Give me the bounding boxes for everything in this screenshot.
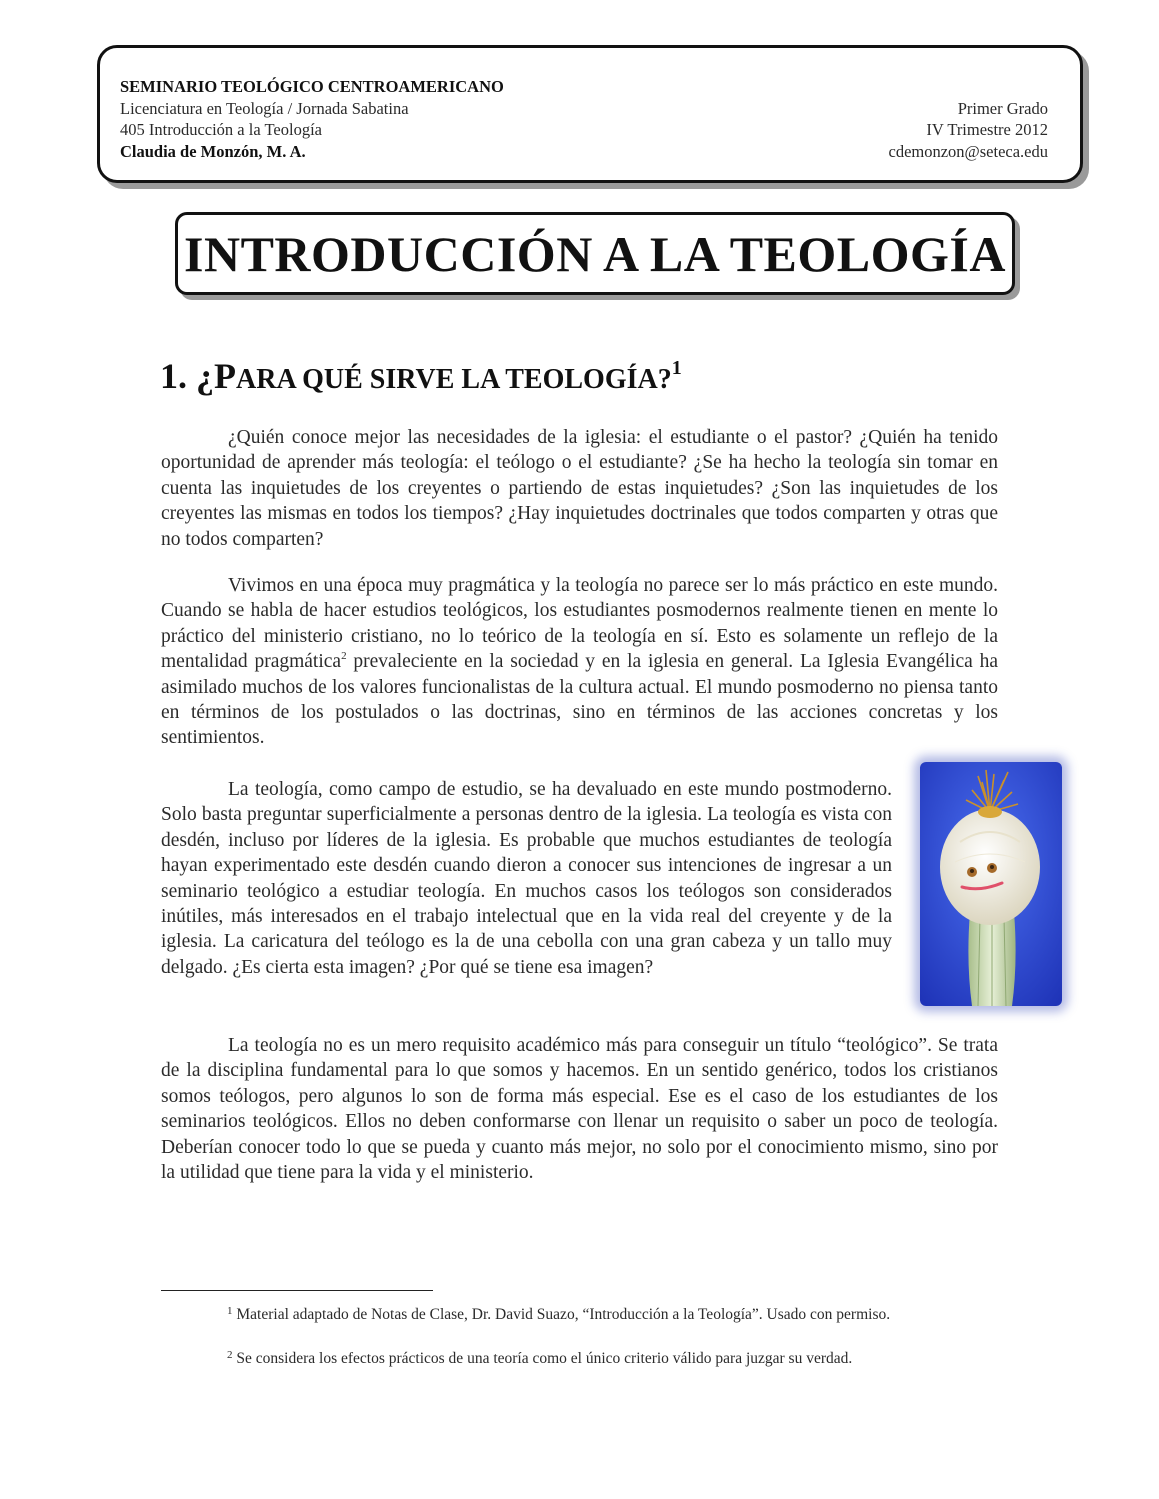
section-cap-letter: P bbox=[214, 356, 236, 396]
course-name: 405 Introducción a la Teología bbox=[120, 120, 322, 139]
institution-name: SEMINARIO TEOLÓGICO CENTROAMERICANO bbox=[120, 77, 504, 96]
footnote-ref-1: 1 bbox=[671, 357, 682, 379]
footnote-2 bbox=[161, 1345, 998, 1369]
onion-caricature-image bbox=[920, 762, 1062, 1006]
course-header-box bbox=[97, 45, 1083, 183]
title-box bbox=[175, 212, 1015, 295]
footnote-1-text: Material adaptado de Notas de Clase, Dr. David Suazo, “Introducción a la Teología”. Usado con permiso. bbox=[232, 1306, 891, 1323]
footnote-ref-2: 2 bbox=[341, 650, 347, 663]
section-heading bbox=[160, 355, 682, 397]
footnote-1-number: 1 bbox=[227, 1305, 233, 1317]
paragraph-2-part-a: Vivimos en una época muy pragmática y la teología no parece ser lo más práctico en este mundo. Cuando se habla de hacer estudios teológicos, los estudiantes posmodernos realmente tienen en mente lo práctico del ministerio cristiano, no lo teórico de la teología en sí. Esto es solamente un reflejo de la mentalidad pragmática bbox=[161, 575, 998, 673]
grade-label: Primer Grado bbox=[957, 99, 1048, 118]
footnote-separator bbox=[161, 1290, 433, 1291]
program-name: Licenciatura en Teología / Jornada Sabatina bbox=[120, 99, 409, 118]
footnote-1 bbox=[161, 1301, 998, 1325]
footnote-2-text: Se considera los efectos prácticos de una teoría como el único criterio válido para juzgar su verdad. bbox=[232, 1350, 853, 1367]
section-number: 1. bbox=[160, 356, 187, 396]
paragraph-4: La teología no es un mero requisito académico más para conseguir un título “teológico”. Se trata de la disciplina fundamental para lo que somos y hacemos. En un sentido genérico, todos los cristianos somos teólogos, pero algunos lo son de forma más especial. Ese es el caso de los estudiantes de los seminarios teológicos. Ellos no deben conformarse con llenar un requisito o saber un poco de teología. Deberían conocer todo lo que se pueda y cuanto más mejor, no solo por el conocimiento mismo, sino por la utilidad que tiene para la vida y el ministerio. bbox=[161, 1035, 998, 1184]
term-label: IV Trimestre 2012 bbox=[926, 120, 1048, 139]
page-title: INTRODUCCIÓN A LA TEOLOGÍA bbox=[184, 225, 1006, 282]
section-open-mark: ¿ bbox=[196, 356, 214, 396]
instructor-email: cdemonzon@seteca.edu bbox=[888, 142, 1048, 161]
instructor-name: Claudia de Monzón, M. A. bbox=[120, 142, 306, 161]
footnote-2-number: 2 bbox=[227, 1349, 233, 1361]
paragraph-2 bbox=[161, 573, 998, 751]
section-title-rest: ARA QUÉ SIRVE LA TEOLOGÍA? bbox=[236, 364, 672, 395]
paragraph-3: La teología, como campo de estudio, se ha devaluado en este mundo postmoderno. Solo basta preguntar superficialmente a personas dentro de la iglesia. La teología es vista con desdén, incluso por líderes de la iglesia. Es probable que muchos estudiantes de teología hayan experimentado este desdén cuando dieron a conocer sus intenciones de ingresar a un seminario teológico a estudiar teología. En muchos casos los teólogos son considerados inútiles, más interesados en el trabajo intelectual que en la vida real del creyente y de la iglesia. La caricatura del teólogo es la de una cebolla con una gran cabeza y un tallo muy delgado. ¿Es cierta esta imagen? ¿Por qué se tiene esa imagen? bbox=[161, 779, 892, 978]
paragraph-2-part-b: prevaleciente en la sociedad y en la iglesia en general. La Iglesia Evangélica ha asimilado muchos de los valores funcionalistas de la cultura actual. El mundo posmoderno no piensa tanto en términos de los postulados o las doctrinas, sino en términos de las acciones concretas y los sentimientos. bbox=[161, 651, 998, 749]
paragraph-1: ¿Quién conoce mejor las necesidades de la iglesia: el estudiante o el pastor? ¿Quién ha tenido oportunidad de aprender más teología: el teólogo o el estudiante? ¿Se ha hecho la teología sin tomar en cuenta las inquietudes de los creyentes o partiendo de estas inquietudes? ¿Son las inquietudes de los creyentes las mismas en todos los tiempos? ¿Hay inquietudes doctrinales que todos comparten y otras que no todos comparten? bbox=[161, 427, 998, 550]
